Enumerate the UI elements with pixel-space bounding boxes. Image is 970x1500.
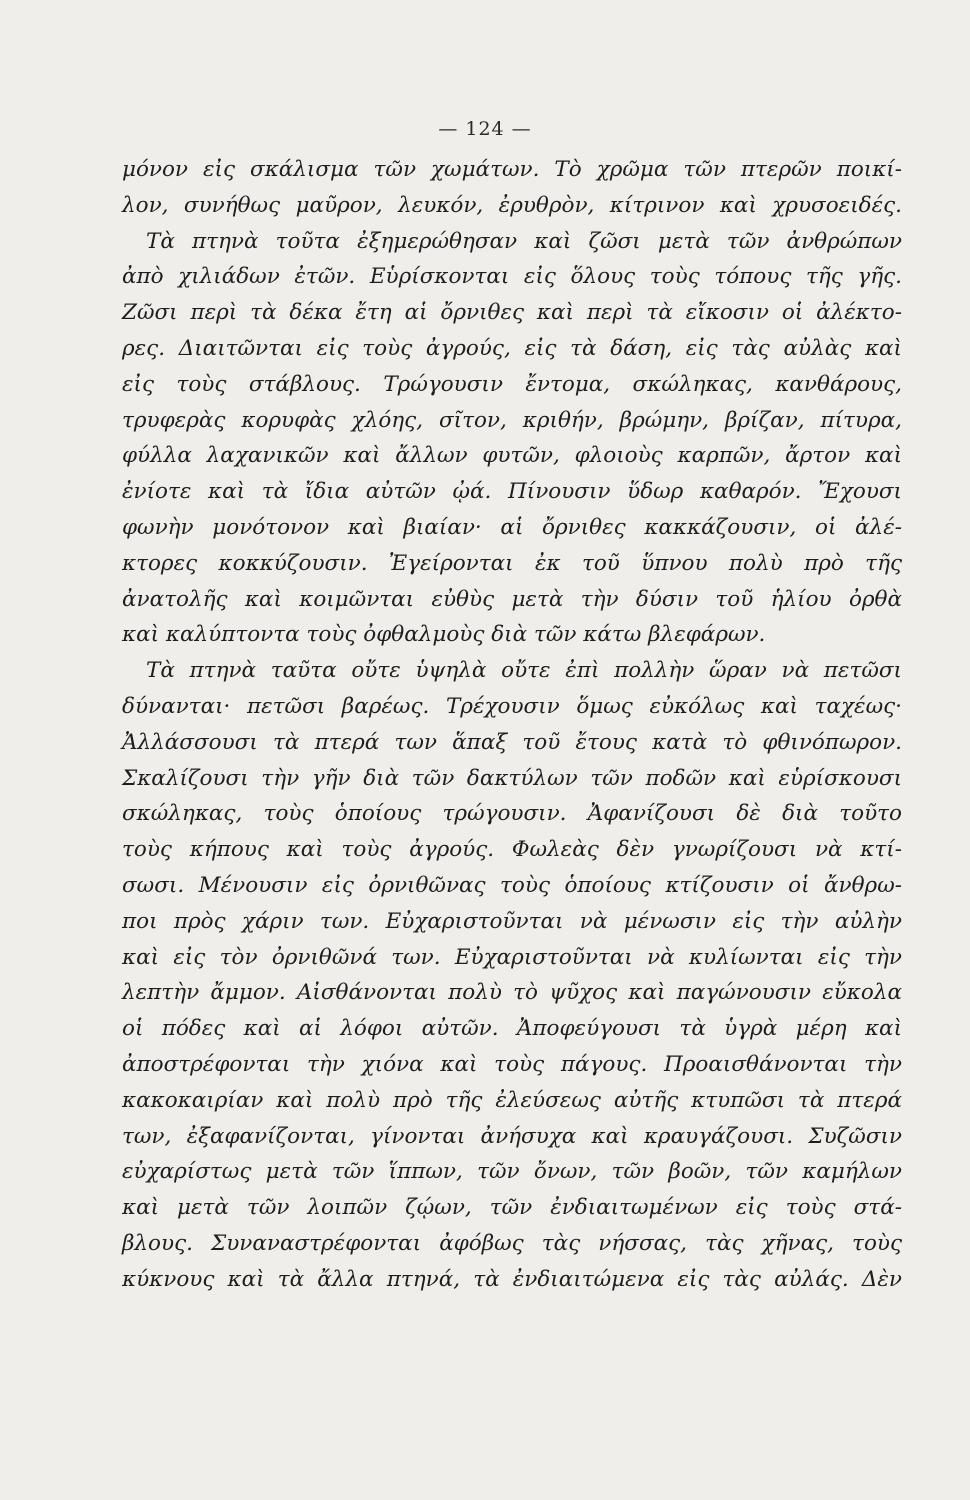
text-line: ποι πρὸς χάριν των. Εὐχαριστοῦνται νὰ μένωσιν εἰς τὴν αὐλὴν — [122, 908, 902, 934]
text-line: εὐχαρίστως μετὰ τῶν ἵππων, τῶν ὄνων, τῶν βοῶν, τῶν καμήλων — [122, 1159, 902, 1185]
text-line: Τὰ πτηνὰ ταῦτα οὔτε ὑψηλὰ οὔτε ἐπὶ πολλὴν ὥραν νὰ πετῶσι — [146, 658, 902, 684]
text-line: κακοκαιρίαν καὶ πολὺ πρὸ τῆς ἐλεύσεως αὐτῆς κτυπῶσι τὰ πτερά — [122, 1087, 902, 1113]
text-line: των, ἐξαφανίζονται, γίνονται ἀνήσυχα καὶ κραυγάζουσι. Συζῶσιν — [122, 1123, 902, 1149]
text-line: ἀνατολῆς καὶ κοιμῶνται εὐθὺς μετὰ τὴν δύσιν τοῦ ἡλίου ὀρθὰ — [122, 586, 902, 612]
text-line: Σκαλίζουσι τὴν γῆν διὰ τῶν δακτύλων τῶν ποδῶν καὶ εὑρίσκουσι — [122, 765, 902, 791]
text-line: Ἀλλάσσουσι τὰ πτερά των ἅπαξ τοῦ ἔτους κατὰ τὸ φθινόπωρον. — [122, 729, 902, 755]
text-line: ἀποστρέφονται τὴν χιόνα καὶ τοὺς πάγους. Προαισθάνονται τὴν — [122, 1051, 902, 1077]
text-line: σκώληκας, τοὺς ὁποίους τρώγουσιν. Ἀφανίζουσι δὲ διὰ τοῦτο — [122, 801, 902, 827]
text-line: φωνὴν μονότονον καὶ βιαίαν· αἱ ὄρνιθες κακκάζουσιν, οἱ ἀλέ- — [122, 514, 902, 540]
text-line: τοὺς κήπους καὶ τοὺς ἀγρούς. Φωλεὰς δὲν γνωρίζουσι νὰ κτί- — [122, 837, 902, 863]
text-line: ρες. Διαιτῶνται εἰς τοὺς ἀγρούς, εἰς τὰ δάση, εἰς τὰς αὐλὰς καὶ — [122, 335, 902, 361]
text-line: σωσι. Μένουσιν εἰς ὀρνιθῶνας τοὺς ὁποίους κτίζουσιν οἱ ἄνθρω- — [122, 872, 902, 898]
text-line: κύκνους καὶ τὰ ἄλλα πτηνά, τὰ ἐνδιαιτώμενα εἰς τὰς αὐλάς. Δὲν — [122, 1266, 902, 1292]
text-line: φύλλα λαχανικῶν καὶ ἄλλων φυτῶν, φλοιοὺς καρπῶν, ἄρτον καὶ — [122, 443, 902, 469]
body-text — [122, 152, 902, 1298]
text-line: ἐνίοτε καὶ τὰ ἴδια αὐτῶν ᾠά. Πίνουσιν ὕδωρ καθαρόν. Ἔχουσι — [122, 479, 902, 505]
text-line: λεπτὴν ἄμμον. Αἰσθάνονται πολὺ τὸ ψῦχος καὶ παγώνουσιν εὔκολα — [122, 980, 902, 1006]
text-line: καὶ καλύπτοντα τοὺς ὀφθαλμοὺς διὰ τῶν κάτω βλεφάρων. — [122, 622, 766, 648]
text-line: τρυφερὰς κορυφὰς χλόης, σῖτον, κριθήν, βρώμην, βρίζαν, πίτυρα, — [122, 407, 902, 433]
text-line: καὶ εἰς τὸν ὀρνιθῶνά των. Εὐχαριστοῦνται νὰ κυλίωνται εἰς τὴν — [122, 944, 902, 970]
page-number: — 124 — — [438, 118, 532, 140]
text-line: οἱ πόδες καὶ αἱ λόφοι αὐτῶν. Ἀποφεύγουσι τὰ ὑγρὰ μέρη καὶ — [122, 1016, 902, 1042]
text-line: ἀπὸ χιλιάδων ἐτῶν. Εὑρίσκονται εἰς ὅλους τοὺς τόπους τῆς γῆς. — [122, 264, 902, 290]
text-line: μόνον εἰς σκάλισμα τῶν χωμάτων. Τὸ χρῶμα τῶν πτερῶν ποικί- — [122, 157, 902, 182]
text-line: καὶ μετὰ τῶν λοιπῶν ζῴων, τῶν ἐνδιαιτωμένων εἰς τοὺς στά- — [122, 1195, 902, 1221]
text-line: Ζῶσι περὶ τὰ δέκα ἔτη αἱ ὄρνιθες καὶ περὶ τὰ εἴκοσιν οἱ ἀλέκτο- — [122, 300, 902, 326]
text-line: δύνανται· πετῶσι βαρέως. Τρέχουσιν ὅμως εὐκόλως καὶ ταχέως· — [122, 693, 902, 719]
text-line: εἰς τοὺς στάβλους. Τρώγουσιν ἔντομα, σκώληκας, κανθάρους, — [122, 371, 902, 397]
text-line: Τὰ πτηνὰ τοῦτα ἐξημερώθησαν καὶ ζῶσι μετὰ τῶν ἀνθρώπων — [146, 228, 902, 254]
text-line: λον, συνήθως μαῦρον, λευκόν, ἐρυθρὸν, κίτρινον καὶ χρυσοειδές. — [122, 192, 902, 218]
text-line: βλους. Συναναστρέφονται ἀφόβως τὰς νήσσας, τὰς χῆνας, τοὺς — [122, 1230, 902, 1256]
text-line: κτορες κοκκύζουσιν. Ἐγείρονται ἐκ τοῦ ὕπνου πολὺ πρὸ τῆς — [122, 550, 902, 576]
